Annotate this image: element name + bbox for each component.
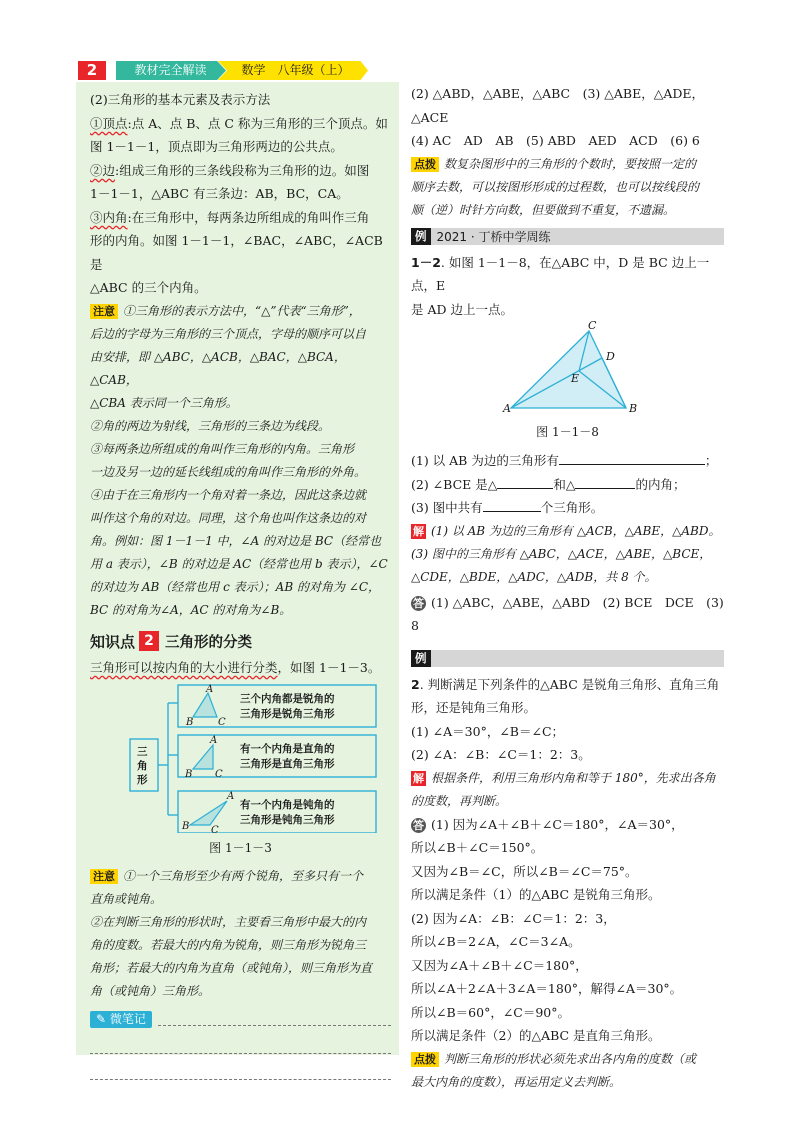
right-column (411, 82, 724, 1094)
answer-line: (2) △ABD，△ABE，△ABC (3) △ABE，△ADE，△ACE (411, 86, 705, 125)
vertex-text: :点 A、点 B、点 C 称为三角形的三个顶点。如 (127, 115, 388, 131)
answer-tag: 答 (413, 818, 424, 832)
note-line: 角的度数。若最大的内角为锐角，则三角形为锐角三 (90, 938, 367, 952)
root-char-1: 三 (137, 746, 148, 758)
acute-vertex-b: B (186, 717, 194, 728)
figure-caption: 图 1－1－8 (536, 425, 599, 439)
answer-tag: 答 (413, 596, 424, 610)
book-title: 教材完全解读 (134, 63, 207, 77)
note-line: ④由于在三角形内一个角对着一条边，因此这条边就 (90, 487, 367, 502)
section-title: (2)三角形的基本元素及表示方法 (90, 92, 271, 107)
note-classification (90, 865, 391, 1003)
example2-answer (411, 813, 724, 1048)
root-char-2: 角 (137, 760, 148, 772)
angle-definition-cont2: △ABC 的三个内角。 (90, 280, 207, 295)
side-definition-cont: 1－1－1，△ABC 有三条边：AB，BC，CA。 (90, 186, 349, 201)
tip-tag: 点拨 (411, 1052, 439, 1067)
point-a: A (503, 402, 511, 415)
tip-line: 最大内角的度数），再运用定义去判断。 (411, 1074, 622, 1089)
acute-line2: 三角形是锐角三角形 (240, 708, 335, 720)
triangle-abc (511, 331, 626, 408)
example1-number: 1－2 (411, 254, 441, 270)
example1-answer (411, 591, 724, 638)
note-line: 叫作这个角的对边。同理，这个角也叫作这条边的对 (90, 510, 367, 525)
obtuse-triangle (190, 801, 227, 825)
obtuse-vertex-c: C (211, 825, 219, 833)
vertex-term: ①顶点 (90, 115, 128, 131)
solution-line: (3) 图中的三角形有 △ABC，△ACE，△ABE，△BCE， (411, 546, 712, 561)
notes-line[interactable] (90, 1028, 391, 1054)
note-representation (90, 300, 391, 622)
note-line: 用 a 表示），∠B 的对边是 AC（经常也用 b 表示），∠C (90, 556, 388, 571)
note-line: BC 的对角为∠A，AC 的对角为∠B。 (90, 602, 292, 617)
answer-line: 所以∠B＋∠C＝150°。 (411, 840, 544, 855)
question-3-text: (3) 图中共有 (411, 500, 483, 515)
notes-area (90, 1011, 391, 1028)
right-line1: 有一个内角是直角的 (240, 743, 335, 755)
answer-line: 所以满足条件（2）的△ABC 是直角三角形。 (411, 1028, 661, 1043)
side-term: ②边 (90, 162, 116, 178)
point-e: E (571, 372, 580, 385)
tip-line: 顺（逆）时针方向数，但要做到不重复，不遗漏。 (411, 202, 676, 217)
tip-line: 数复杂图形中的三角形的个数时，要按照一定的 (444, 156, 697, 171)
answer-blank[interactable] (497, 475, 553, 489)
note-tag: 注意 (90, 869, 118, 884)
solution-line: 的度数，再判断。 (411, 793, 508, 808)
point-d: D (606, 350, 615, 363)
solution-line: (1) 以 AB 为边的三角形有 △ACB，△ABE，△ABD。 (431, 523, 721, 538)
solution-tag: 解 (413, 771, 424, 785)
acute-vertex-a: A (206, 684, 214, 695)
answer-line: (2) 因为∠A：∠B：∠C＝1：2：3， (411, 910, 616, 926)
answer-line: 又因为∠A＋∠B＋∠C＝180°， (411, 957, 588, 973)
notes-line[interactable] (90, 1054, 391, 1080)
knowledge-point-heading (90, 631, 391, 652)
question-3-text: 个三角形。 (540, 500, 604, 515)
note-line: ③每两条边所组成的角叫作三角形的内角。三角形 (90, 441, 355, 456)
obtuse-box (178, 791, 376, 833)
note-line: 角（或钝角）三角形。 (90, 984, 211, 998)
condition-1: (1) ∠A＝30°，∠B＝∠C； (411, 723, 565, 739)
question-1-end: ； (704, 453, 718, 468)
classification-intro (90, 656, 391, 680)
classification-diagram (90, 683, 391, 833)
notes-label: ✎ 微笔记 (90, 1011, 152, 1028)
example2-stem-text: . 判断满足下列条件的△ABC 是锐角三角形、直角三角 (419, 676, 720, 692)
angle-term: ③内角 (90, 209, 128, 225)
note-line: 后边的字母为三角形的三个顶点，字母的顺序可以自 (90, 326, 367, 341)
note-line: △CBA 表示同一个三角形。 (90, 395, 238, 410)
note-tag: 注意 (90, 304, 118, 319)
answer-line: 又因为∠B＝∠C，所以∠B＝∠C＝75°。 (411, 863, 638, 879)
tip-tag: 点拨 (411, 157, 439, 172)
acute-triangle (193, 693, 217, 717)
answer-line: (1) 因为∠A＋∠B＋∠C＝180°，∠A＝30°， (431, 816, 684, 832)
answer-line: (4) AC AD AB (5) ABD AED ACD (6) 6 (411, 133, 700, 148)
example2-header (411, 650, 724, 667)
example1-stem-cont: 是 AD 边上一点。 (411, 301, 513, 317)
solution-tag: 解 (413, 524, 424, 538)
tip-line: 顺序去数，可以按图形形成的过程数，也可以按线段的 (411, 179, 700, 194)
note-line: 的对边为 AB（经常也用 c 表示）；AB 的对角为 ∠C， (90, 579, 380, 594)
answer-line: 所以∠B＝60°，∠C＝90°。 (411, 1004, 571, 1020)
knowledge-point-label: 知识点 (90, 632, 136, 651)
example1-stem (411, 251, 724, 298)
question-1-text: (1) 以 AB 为边的三角形有 (411, 453, 559, 468)
obtuse-vertex-b: B (182, 821, 190, 832)
note-line: 直角或钝角。 (90, 892, 163, 906)
page-number: 2 (78, 61, 106, 80)
page-header (78, 61, 378, 80)
right-triangle (193, 745, 213, 769)
right-vertex-c: C (215, 769, 223, 780)
question-2 (411, 473, 724, 497)
example1-solution (411, 520, 724, 589)
angle-definition-cont: 形的内角。如图 1－1－1，∠BAC，∠ABC，∠ACB 是 (90, 233, 383, 272)
note-line: ①一个三角形至少有两个锐角，至多只有一个 (123, 869, 364, 883)
obtuse-line1: 有一个内角是钝角的 (240, 799, 335, 811)
note-line: 由安排，即 △ABC，△ACB，△BAC，△BCA，△CAB， (90, 349, 346, 387)
example-source: 2021 · 丁桥中学周练 (436, 229, 551, 244)
answer-blank[interactable] (483, 498, 541, 512)
example2-number: 2 (411, 676, 420, 692)
classification-rest: ，如图 1－1－3。 (277, 659, 381, 675)
example-tag: 例 (411, 650, 431, 667)
point-b: B (629, 402, 638, 415)
classification-diagram-svg (90, 683, 391, 833)
example-tag: 例 (411, 228, 431, 245)
right-vertex-b: B (185, 769, 193, 780)
question-2-text: (2) ∠BCE 是△ (411, 476, 498, 492)
notes-label-text: 微笔记 (109, 1012, 146, 1026)
question-1 (411, 449, 724, 473)
tip-judging (411, 1048, 724, 1094)
tip-line: 判断三角形的形状必须先求出各内角的度数（或 (444, 1051, 697, 1066)
answer-line: 所以满足条件（1）的△ABC 是锐角三角形。 (411, 887, 661, 902)
question-2-text: 的内角； (635, 476, 686, 492)
question-2-text: 和△ (553, 476, 576, 492)
side-definition (90, 159, 391, 183)
answer-line: 所以∠A＋2∠A＋3∠A＝180°，解得∠A＝30°。 (411, 981, 683, 996)
acute-line1: 三个内角都是锐角的 (240, 693, 335, 705)
solution-line: 根据条件，利用三角形内角和等于 180°，先求出各角 (431, 770, 716, 785)
side-text: :组成三角形的三条线段称为三角形的边。如图 (115, 162, 370, 178)
answer-blank[interactable] (575, 475, 635, 489)
note-line: 角形；若最大的内角为直角（或钝角），则三角形为直 (90, 961, 373, 975)
obtuse-line2: 三角形是钝角三角形 (240, 814, 335, 826)
obtuse-vertex-a: A (227, 791, 235, 802)
course-title: 数学 八年级（上） (241, 63, 350, 77)
notes-line[interactable] (158, 1014, 391, 1026)
knowledge-point-title: 三角形的分类 (165, 634, 253, 651)
note-line: 一边及另一边的延长线组成的角叫作三角形的外角。 (90, 464, 367, 479)
classification-key: 三角形可以按内角的大小进行分类 (90, 659, 278, 675)
figure-caption: 图 1－1－3 (209, 841, 272, 855)
vertex-definition (90, 112, 391, 136)
angle-text: :在三角形中，每两条边所组成的角叫作三角 (127, 209, 370, 225)
right-vertex-a: A (210, 735, 218, 746)
point-c: C (588, 321, 597, 332)
example1-header (411, 228, 724, 245)
note-line: ②角的两边为射线，三角形的三条边为线段。 (90, 418, 331, 433)
answer-line: 所以∠B＝2∠A，∠C＝3∠A。 (411, 934, 581, 949)
solution-line: △CDE，△BDE，△ADC，△ADB，共 8 个。 (411, 569, 657, 584)
note-line: ②在判断三角形的形状时，主要看三角形中最大的内 (90, 915, 367, 929)
question-3 (411, 496, 724, 520)
knowledge-point-number: 2 (139, 631, 159, 651)
vertex-definition-cont: 图 1－1－1，顶点即为三角形两边的公共点。 (90, 139, 343, 154)
angle-definition (90, 206, 391, 230)
note-line: ①三角形的表示方法中，“△”代表“三角形”， (123, 303, 361, 318)
example2-stem (411, 673, 724, 697)
root-char-3: 形 (137, 774, 148, 786)
triangle-figure (411, 321, 724, 421)
example1-stem-text: . 如图 1－1－8，在△ABC 中，D 是 BC 边上一点，E (411, 254, 710, 293)
triangle-figure-svg (411, 321, 724, 421)
condition-2: (2) ∠A：∠B：∠C＝1：2：3。 (411, 747, 591, 762)
right-line2: 三角形是直角三角形 (240, 758, 335, 770)
answer-text: (1) △ABC，△ABE，△ABD (2) BCE DCE (3) 8 (411, 594, 724, 633)
left-column (76, 82, 399, 1055)
example2-solution (411, 767, 724, 813)
note-line: 角。例如：图 1－1－1 中，∠A 的对边是 BC（经常也 (90, 533, 382, 548)
example2-stem-cont: 形，还是钝角三角形。 (411, 700, 537, 715)
answer-blank[interactable] (559, 451, 705, 465)
acute-vertex-c: C (218, 717, 226, 728)
tip-counting (411, 153, 724, 222)
